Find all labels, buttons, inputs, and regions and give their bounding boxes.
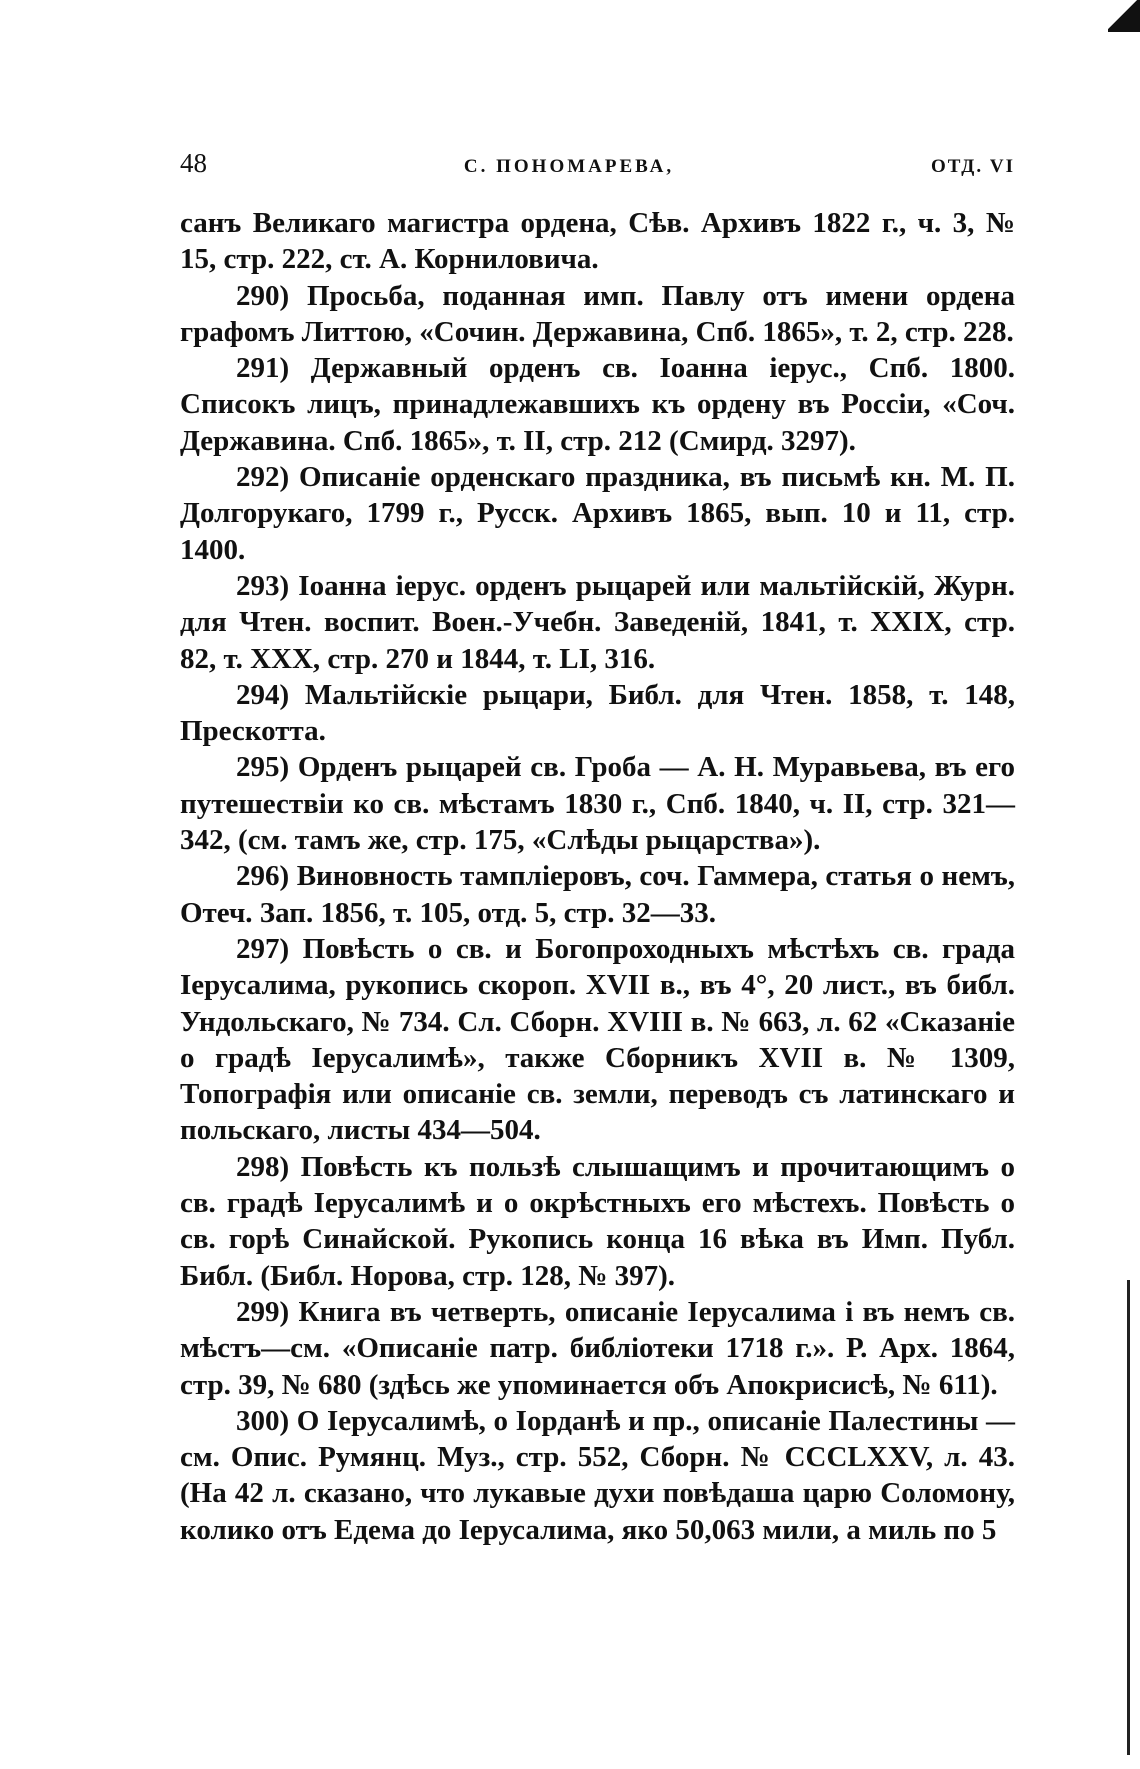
bibliography-entry: 295) Орденъ рыцарей св. Гроба — А. Н. Муравьева, въ его путешествіи ко св. мѣстамъ 1830 г., Спб. 1840, ч. II, стр. 321—342, (см. тамъ же, стр. 175, «Слѣды рыцарства»). bbox=[180, 751, 1015, 857]
bibliography-entry: 294) Мальтійскіе рыцари, Библ. для Чтен. 1858, т. 148, Прескотта. bbox=[180, 678, 1015, 748]
bibliography-entry: 300) О Іерусалимѣ, о Іорданѣ и пр., описаніе Палестины — см. Опис. Румянц. Муз., стр. 552, Сборн. № CCCLXXV, л. 43. (На 42 л. сказано, что лукавые духи повѣдаша царю Соломону, колико отъ Едема до Іерусалима, яко 50,063 мили, а миль по 5 bbox=[180, 1404, 1015, 1546]
scan-corner-mark bbox=[1108, 0, 1140, 32]
bibliography-entry: 290) Просьба, поданная имп. Павлу отъ имени ордена графомъ Литтою, «Сочин. Державина, Спб. 1865», т. 2, стр. 228. bbox=[180, 279, 1015, 348]
bibliography-entry: 291) Державный орденъ св. Іоанна іерус., Спб. 1800. Списокъ лицъ, принадлежавшихъ къ ордену въ Россіи, «Соч. Державина. Спб. 1865», т. II, стр. 212 (Смирд. 3297). bbox=[180, 352, 1015, 457]
page-number: 48 bbox=[180, 148, 207, 178]
bibliography-entry: 292) Описаніе орденскаго праздника, въ письмѣ кн. М. П. Долгорукаго, 1799 г., Русск. Архивъ 1865, вып. 10 и 11, стр. 1400. bbox=[180, 461, 1015, 566]
book-page bbox=[180, 148, 1015, 1548]
bibliography-entry: 296) Виновность тампліеровъ, соч. Гаммера, статья о немъ, Отеч. Зап. 1856, т. 105, отд. 5, стр. 32—33. bbox=[180, 860, 1015, 929]
running-head bbox=[180, 148, 1015, 179]
bibliography-entries bbox=[180, 205, 1015, 1548]
bibliography-entry: 299) Книга въ четверть, описаніе Іерусалима і въ немъ св. мѣстъ—см. «Описаніе патр. библіотеки 1718 г.». Р. Арх. 1864, стр. 39, № 680 (здѣсь же упоминается объ Апокрисисѣ, № 611). bbox=[180, 1295, 1015, 1401]
bibliography-entry: 293) Іоанна іерус. орденъ рыцарей или мальтійскій, Журн. для Чтен. воспит. Воен.-Учебн. Заведеній, 1841, т. XXIX, стр. 82, т. XXX, стр. 270 и 1844, т. LI, 316. bbox=[180, 569, 1015, 675]
bibliography-entry: 297) Повѣсть о св. и Богопроходныхъ мѣстѣхъ св. града Іерусалима, рукопись скороп. XVII в., въ 4°, 20 лист., въ библ. Ундольскаго, № 734. Сл. Сборн. XVIII в. № 663, л. 62 «Сказаніе о градѣ Іерусалимѣ», также Сборникъ XVII в. № 1309, Топографія или описаніе св. земли, переводъ съ латинскаго и польскаго, листы 434—504. bbox=[180, 932, 1015, 1147]
bibliography-entry: санъ Великаго магистра ордена, Сѣв. Архивъ 1822 г., ч. 3, № 15, стр. 222, ст. А. Корниловича. bbox=[180, 207, 1015, 276]
scan-edge-rule bbox=[1127, 1280, 1130, 1755]
bibliography-entry: 298) Повѣсть къ пользѣ слышащимъ и прочитающимъ о св. градѣ Іерусалимѣ и о окрѣстныхъ его мѣстехъ. Повѣсть о св. горѣ Синайской. Рукопись конца 16 вѣка въ Имп. Публ. Библ. (Библ. Норова, стр. 128, № 397). bbox=[180, 1150, 1015, 1292]
section-reference: ОТД. VI bbox=[931, 156, 1015, 177]
running-title: С. ПОНОМАРЕВА, bbox=[463, 156, 675, 177]
